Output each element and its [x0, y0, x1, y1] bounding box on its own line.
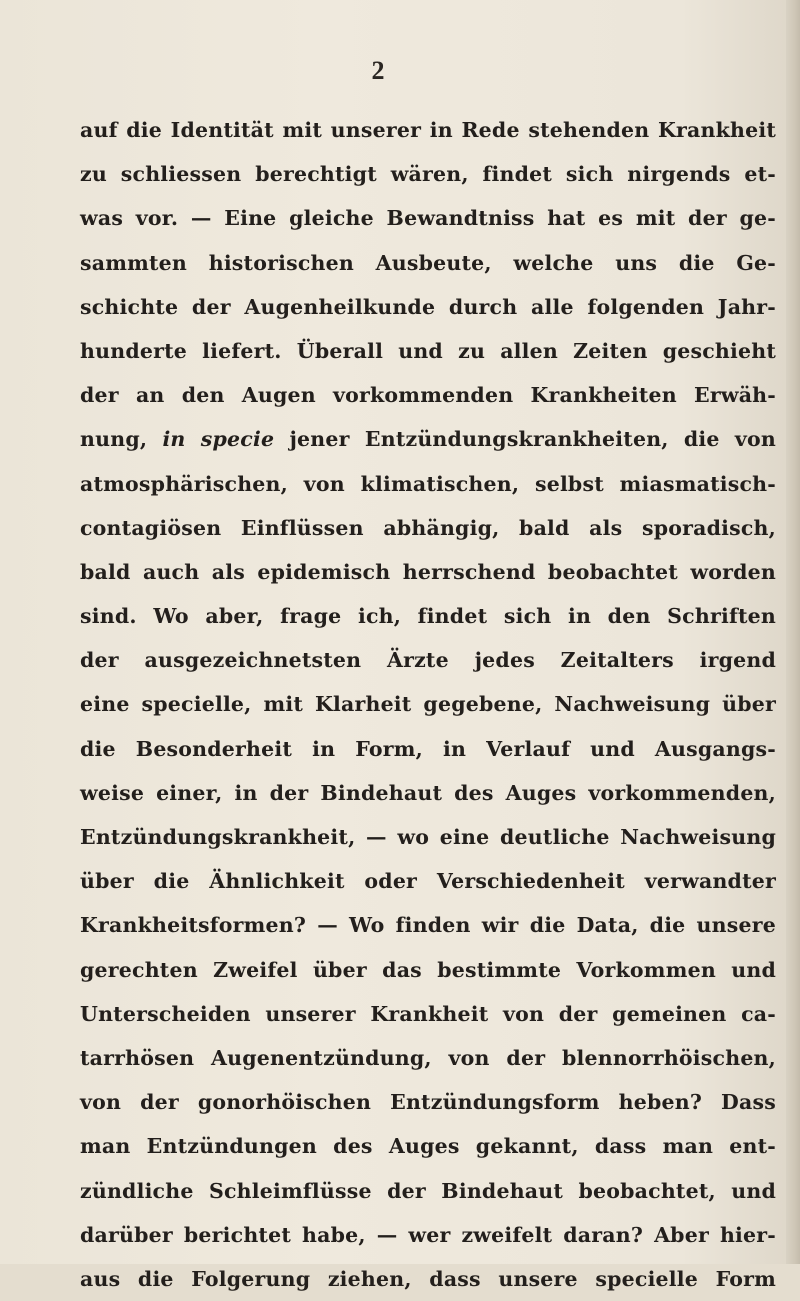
text-line: sammten historischen Ausbeute, welche uns die Ge- [80, 250, 776, 275]
text-line: man Entzündungen des Auges gekannt, dass man ent- [80, 1134, 776, 1159]
text-line: tarrhösen Augenentzündung, von der blennorrhöischen, [80, 1045, 776, 1070]
text-line: bald auch als epidemisch herrschend beobachtet worden [80, 559, 776, 584]
text-line: Unterscheiden unserer Krankheit von der gemeinen ca- [80, 1001, 776, 1026]
text-line: zu schliessen berechtigt wären, findet sich nirgends et- [80, 162, 776, 187]
text-line: der ausgezeichnetsten Ärzte jedes Zeitalters irgend [80, 648, 776, 673]
text-line: was vor. — Eine gleiche Bewandtniss hat es mit der ge- [80, 206, 776, 231]
body-text [80, 108, 776, 1301]
italic-phrase: in specie [162, 427, 275, 452]
text-line-with-italic: nung, in specie jener Entzündungskrankheiten, die von [80, 427, 776, 452]
text-line: contagiösen Einflüssen abhängig, bald als sporadisch, [80, 515, 776, 540]
text-line: schichte der Augenheilkunde durch alle folgenden Jahr- [80, 294, 776, 319]
text-line: zündliche Schleimflüsse der Bindehaut beobachtet, und [80, 1178, 776, 1203]
text-line: die Besonderheit in Form, in Verlauf und Ausgangs- [80, 736, 776, 761]
text-line: hunderte liefert. Überall und zu allen Zeiten geschieht [80, 338, 776, 363]
text-line: aus die Folgerung ziehen, dass unsere specielle Form [80, 1266, 776, 1291]
text-line: Entzündungskrankheit, — wo eine deutliche Nachweisung [80, 825, 776, 849]
text-line: der an den Augen vorkommenden Krankheiten Erwäh- [80, 383, 776, 408]
text-line: sind. Wo aber, frage ich, findet sich in den Schriften [80, 604, 776, 629]
text-line: darüber berichtet habe, — wer zweifelt daran? Aber hier- [80, 1222, 776, 1247]
page-edge [786, 0, 800, 1264]
text-line: Krankheitsformen? — Wo finden wir die Data, die unsere [80, 913, 776, 938]
page-number: 2 [371, 56, 385, 85]
text-line: eine specielle, mit Klarheit gegebene, Nachweisung über [80, 692, 776, 717]
text-line: auf die Identität mit unserer in Rede stehenden Krankheit [80, 118, 776, 142]
text-line: atmosphärischen, von klimatischen, selbst miasmatisch- [80, 471, 776, 496]
text-line: über die Ähnlichkeit oder Verschiedenheit verwandter [80, 869, 776, 894]
text-line: von der gonorhöischen Entzündungsform heben? Dass [80, 1090, 776, 1115]
text-line: weise einer, in der Bindehaut des Auges vorkommenden, [80, 780, 776, 805]
text-line: gerechten Zweifel über das bestimmte Vorkommen und [80, 957, 776, 982]
